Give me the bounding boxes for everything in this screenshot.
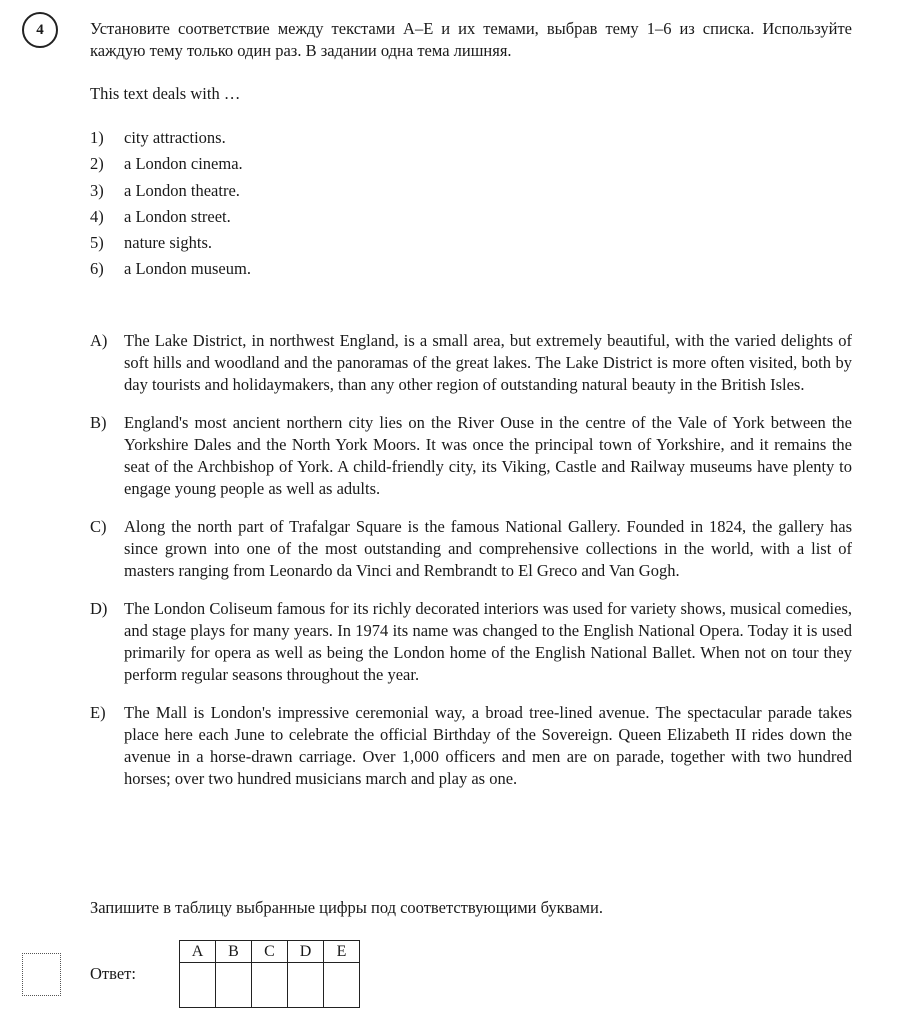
- topic-number: 1): [90, 128, 104, 147]
- text-letter: A): [90, 331, 108, 350]
- topic-item: [90, 128, 251, 154]
- topic-number: 5): [90, 233, 104, 253]
- topic-number: 2): [90, 154, 104, 174]
- text-body: England's most ancient northern city lies on the River Ouse in the centre of the Vale of York between the Yorkshire Dales and the North York Moors. It was once the principal town of Yorkshire, and it remains the seat of the Archbishop of York. A child-friendly city, its Viking, Castle and Railway museums have plenty to engage young people as well as adults.: [124, 413, 852, 498]
- answer-header-cell: B: [216, 941, 252, 963]
- answer-cell-b[interactable]: [216, 963, 252, 1008]
- topic-item: [90, 181, 251, 207]
- text-item-c: [90, 516, 852, 582]
- text-item-a: [90, 330, 852, 396]
- answer-cell-c[interactable]: [252, 963, 288, 1008]
- topic-text: a London museum.: [124, 259, 251, 279]
- text-item-d: [90, 598, 852, 686]
- text-list: [90, 330, 852, 806]
- answer-instruction: Запишите в таблицу выбранные цифры под соответствующими буквами.: [90, 898, 603, 917]
- topic-number: 3): [90, 180, 104, 200]
- topic-text: city attractions.: [124, 128, 226, 147]
- text-letter: C): [90, 517, 107, 536]
- text-body: The London Coliseum famous for its richly decorated interiors was used for variety shows, musical comedies, and stage plays for many years. In 1974 its name was changed to the English National Opera. Today it is used primarily for opera as well as being the London home of the English National Ballet. When not on tour they perform regular seasons throughout the year.: [124, 599, 852, 684]
- answer-header-cell: D: [288, 941, 324, 963]
- text-letter: D): [90, 599, 108, 618]
- answer-header-row: [180, 941, 360, 963]
- score-box: [22, 953, 61, 996]
- topic-item: [90, 154, 251, 180]
- answer-label: Ответ:: [90, 964, 136, 983]
- topic-text: a London street.: [124, 206, 231, 226]
- topics-intro: This text deals with …: [90, 84, 241, 103]
- topic-item: [90, 207, 251, 233]
- answer-cell-a[interactable]: [180, 963, 216, 1008]
- text-item-e: [90, 702, 852, 790]
- answer-cell-d[interactable]: [288, 963, 324, 1008]
- text-item-b: [90, 412, 852, 500]
- text-body: The Lake District, in northwest England, is a small area, but extremely beautiful, with the varied delights of soft hills and woodland and the panoramas of the great lakes. The Lake District is more often visited, both by day tourists and holidaymakers, than any other region of outstanding natural beauty in the British Isles.: [124, 331, 852, 394]
- text-body: The Mall is London's impressive ceremonial way, a broad tree-lined avenue. The spectacular parade takes place here each June to celebrate the official Birthday of the Sovereign. Queen Elizabeth II rides down the avenue in a horse-drawn carriage. Over 1,000 officers and men are on parade, together with two hundred horses; over two hundred musicians march and play as one.: [124, 703, 852, 788]
- task-instruction: Установите соответствие между текстами А–Е и их темами, выбрав тему 1–6 из списка. Используйте каждую тему только один раз. В задании одна тема лишняя.: [90, 19, 852, 60]
- topic-number: 6): [90, 259, 104, 279]
- answer-table: [179, 940, 360, 1008]
- answer-header-cell: C: [252, 941, 288, 963]
- topic-text: a London theatre.: [124, 180, 240, 200]
- topic-list: [90, 128, 251, 286]
- answer-cell-e[interactable]: [324, 963, 360, 1008]
- topic-text: nature sights.: [124, 233, 212, 253]
- topic-item: [90, 233, 251, 259]
- text-body: Along the north part of Trafalgar Square is the famous National Gallery. Founded in 1824, the gallery has since grown into one of the most outstanding and comprehensive collections in the world, with a list of masters ranging from Leonardo da Vinci and Rembrandt to El Greco and Van Gogh.: [124, 517, 852, 580]
- answer-header-cell: A: [180, 941, 216, 963]
- topic-text: a London cinema.: [124, 154, 243, 174]
- answer-header-cell: E: [324, 941, 360, 963]
- topic-item: [90, 259, 251, 285]
- topic-number: 4): [90, 206, 104, 226]
- text-letter: B): [90, 413, 107, 432]
- answer-input-row: [180, 963, 360, 1008]
- task-number-badge: 4: [22, 12, 58, 48]
- text-letter: E): [90, 703, 106, 722]
